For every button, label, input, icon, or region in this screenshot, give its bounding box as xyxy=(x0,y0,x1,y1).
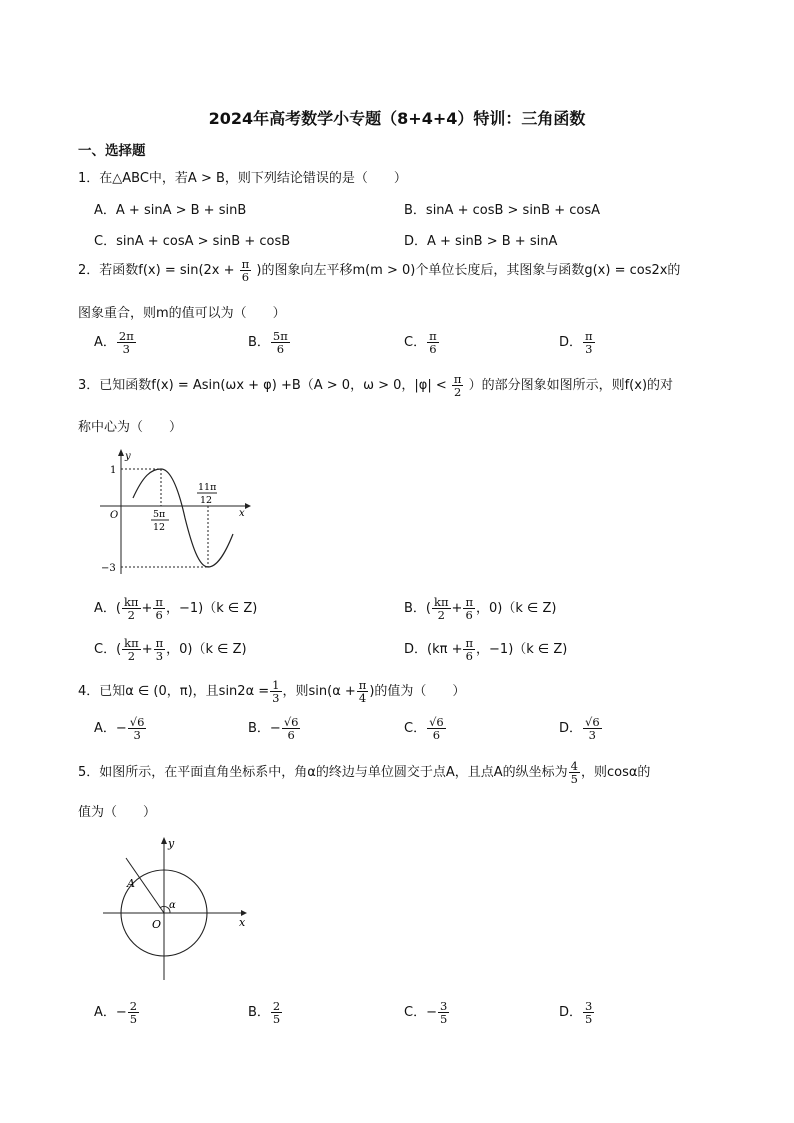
x-axis-arrow-icon xyxy=(245,503,251,509)
frac-num: 3 xyxy=(439,999,448,1013)
y-label: y xyxy=(125,451,131,462)
q2-option-c xyxy=(404,330,440,355)
frac-num: kπ xyxy=(123,595,139,609)
option-fraction-2 xyxy=(153,596,165,621)
q4-stem-part-b: ，则sin(α + xyxy=(282,684,356,700)
frac-num: π xyxy=(429,329,437,343)
frac-den: 6 xyxy=(287,728,295,743)
q3-option-b: B．( $\frac{k\pi}{2}$ + $\frac{\pi}{6}$ ，0)（k ∈ Z) xyxy=(404,595,557,623)
q3-option-a: A．( $\frac{k\pi}{2}$ + $\frac{\pi}{6}$ ，−1)（k ∈ Z) xyxy=(94,595,258,623)
q5-stem-fraction xyxy=(569,760,580,785)
frac-num: √6 xyxy=(429,715,444,729)
q2-option-d xyxy=(559,330,596,355)
x-label: x xyxy=(239,916,246,929)
option-text: C．( xyxy=(94,642,122,658)
q2-stem-part-b: )的图象向左平移m(m > 0)个单位长度后，其图象与函数g(x) = cos2x的 xyxy=(256,263,681,279)
q2-stem xyxy=(78,258,680,283)
option-text: ，−1)（k ∈ Z) xyxy=(476,642,568,658)
frac-num: 2π xyxy=(118,329,134,343)
frac-den: 6 xyxy=(465,649,473,664)
option-label: B． xyxy=(248,1005,270,1021)
page-title: 2024年高考数学小专题（8+4+4）特训：三角函数 xyxy=(208,109,586,128)
option-fraction xyxy=(282,716,301,741)
frac-den: 6 xyxy=(241,270,250,285)
frac-num: kπ xyxy=(434,595,449,609)
frac-den: 5 xyxy=(439,1012,448,1027)
option-fraction xyxy=(271,1000,282,1025)
frac-den: 3 xyxy=(155,649,164,664)
option-text: B．( xyxy=(404,601,431,617)
option-fraction xyxy=(427,330,439,355)
option-label: C． xyxy=(404,335,427,351)
y-label: y xyxy=(168,837,175,850)
q4-option-a xyxy=(94,716,147,741)
x-label: x xyxy=(239,508,245,519)
q5-option-c xyxy=(404,1000,450,1025)
q4-option-c xyxy=(404,716,447,741)
frac-den: 2 xyxy=(127,608,135,623)
q3-stem-part-a: 3．已知函数f(x) = Asin(ωx + φ) +B（A > 0，ω > 0，|φ| < xyxy=(78,378,447,394)
q1-option-c: C．sinA + cosA > sinB + cosB xyxy=(94,234,291,249)
option-fraction-1 xyxy=(432,596,451,621)
alpha-label: α xyxy=(169,900,176,911)
option-fraction xyxy=(583,330,595,355)
frac-num: π xyxy=(465,595,473,609)
q4-stem-fraction-1 xyxy=(270,679,281,704)
q4-option-b xyxy=(248,716,301,741)
frac-num: π xyxy=(585,329,593,343)
x2-num-label: 11π xyxy=(198,482,217,493)
frac-den: 3 xyxy=(133,728,141,743)
frac-den: 3 xyxy=(122,342,130,357)
q1-option-a: A．A + sinA > B + sinB xyxy=(94,203,247,218)
q4-stem-fraction-2 xyxy=(357,679,369,704)
option-fraction xyxy=(271,330,290,355)
option-fraction xyxy=(438,1000,449,1025)
option-fraction xyxy=(128,1000,139,1025)
q2-stem-fraction xyxy=(240,258,252,283)
q5-option-d xyxy=(559,1000,595,1025)
frac-den: 5 xyxy=(272,1012,281,1027)
option-fraction-2 xyxy=(463,596,475,621)
option-fraction xyxy=(583,1000,594,1025)
q1-stem: 1．在△ABC中，若A > B，则下列结论错误的是（ ） xyxy=(78,171,407,186)
frac-den: 6 xyxy=(429,342,437,357)
frac-num: 4 xyxy=(570,759,578,773)
q5-stem-part-a: 5．如图所示，在平面直角坐标系中，角α的终边与单位圆交于点A，且点A的纵坐标为 xyxy=(78,765,568,781)
q3-option-d xyxy=(404,637,567,662)
point-a-label: A xyxy=(127,877,135,890)
q3-stem xyxy=(78,373,673,398)
frac-num: 1 xyxy=(272,678,280,692)
option-label: A．− xyxy=(94,721,127,737)
q3-stem-part-b: ）的部分图象如图所示，则f(x)的对 xyxy=(468,378,674,394)
q5-option-b xyxy=(248,1000,283,1025)
option-text: D．(kπ + xyxy=(404,642,463,658)
frac-num: kπ xyxy=(124,636,139,650)
option-fraction-1 xyxy=(122,596,141,621)
frac-den: 3 xyxy=(272,691,280,706)
option-label: D． xyxy=(559,721,583,737)
q5-stem xyxy=(78,760,650,785)
frac-den: 5 xyxy=(585,1012,593,1027)
q4-stem-part-c: )的值为（ ） xyxy=(369,684,466,700)
frac-num: 2 xyxy=(129,999,138,1013)
q3-stem-line2: 称中心为（ ） xyxy=(78,420,183,435)
x1-den-label: 12 xyxy=(153,522,166,533)
q2-stem-part-a: 2．若函数f(x) = sin(2x + xyxy=(78,263,235,279)
q1-option-d: D．A + sinB > B + sinA xyxy=(404,234,558,249)
q5-option-a xyxy=(94,1000,140,1025)
option-label: B． xyxy=(248,335,270,351)
frac-num: π xyxy=(465,636,474,650)
option-fraction xyxy=(117,330,136,355)
q3-option-c: C．( $\frac{k\pi}{2}$ + $\frac{\pi}{3}$ ，0)（k ∈ Z) xyxy=(94,636,247,664)
q4-stem-part-a: 4．已知α ∈ (0，π)，且sin2α = xyxy=(78,684,270,700)
option-fraction-2 xyxy=(154,637,166,662)
option-label: D． xyxy=(559,1005,583,1021)
frac-num: 2 xyxy=(272,999,281,1013)
frac-num: π xyxy=(358,678,367,692)
frac-num: π xyxy=(453,372,462,386)
frac-den: 2 xyxy=(127,649,136,664)
q1-option-b: B．sinA + cosB > sinB + cosA xyxy=(404,203,601,218)
option-fraction xyxy=(128,716,147,741)
option-label: C．− xyxy=(404,1005,437,1021)
option-label: D． xyxy=(559,335,583,351)
frac-den: 5 xyxy=(129,1012,138,1027)
frac-den: 6 xyxy=(465,608,473,623)
q3-sine-graph xyxy=(95,446,255,576)
q4-option-d xyxy=(559,716,603,741)
section-heading: 一、选择题 xyxy=(78,143,146,159)
frac-num: 5π xyxy=(272,329,288,343)
option-fraction xyxy=(427,716,446,741)
y-axis-arrow-icon xyxy=(118,449,124,456)
frac-num: π xyxy=(155,595,163,609)
option-fraction xyxy=(463,637,475,662)
option-label: A．− xyxy=(94,1005,127,1021)
frac-den: 2 xyxy=(437,608,445,623)
option-label: B．− xyxy=(248,721,281,737)
frac-den: 3 xyxy=(585,342,593,357)
option-text: ，0)（k ∈ Z) xyxy=(476,601,557,617)
origin-label: O xyxy=(110,510,119,521)
frac-num: π xyxy=(241,257,250,271)
q5-unit-circle-diagram xyxy=(98,832,253,982)
frac-num: √6 xyxy=(129,715,145,729)
frac-den: 3 xyxy=(588,728,596,743)
option-fraction-1 xyxy=(122,637,141,662)
frac-den: 4 xyxy=(358,691,367,706)
frac-den: 5 xyxy=(570,772,578,787)
frac-num: √6 xyxy=(585,715,600,729)
frac-den: 2 xyxy=(454,385,462,400)
y-bottom-label: −3 xyxy=(101,563,116,574)
option-label: C． xyxy=(404,721,427,737)
option-text: ，−1)（k ∈ Z) xyxy=(165,601,258,617)
frac-num: √6 xyxy=(283,715,299,729)
x2-den-label: 12 xyxy=(200,495,213,506)
option-fraction xyxy=(583,716,602,741)
y-axis-arrow-icon xyxy=(161,837,167,844)
q3-stem-fraction xyxy=(452,373,464,398)
q2-stem-line2: 图象重合，则m的值可以为（ ） xyxy=(78,306,286,321)
q2-option-b xyxy=(248,330,291,355)
frac-den: 6 xyxy=(155,608,163,623)
q5-stem-line2: 值为（ ） xyxy=(78,805,157,820)
y-top-label: 1 xyxy=(110,465,117,476)
option-label: A． xyxy=(94,335,116,351)
q4-stem xyxy=(78,679,465,704)
option-text: ，0)（k ∈ Z) xyxy=(166,642,247,658)
frac-den: 6 xyxy=(432,728,441,743)
frac-num: 3 xyxy=(585,999,593,1013)
q2-option-a xyxy=(94,330,137,355)
sine-curve xyxy=(133,469,233,567)
option-text: A．( xyxy=(94,601,121,617)
x1-num-label: 5π xyxy=(153,509,166,520)
q5-stem-part-b: ，则cosα的 xyxy=(580,765,651,781)
frac-den: 6 xyxy=(276,342,285,357)
frac-num: π xyxy=(155,636,164,650)
origin-label: O xyxy=(152,918,162,931)
